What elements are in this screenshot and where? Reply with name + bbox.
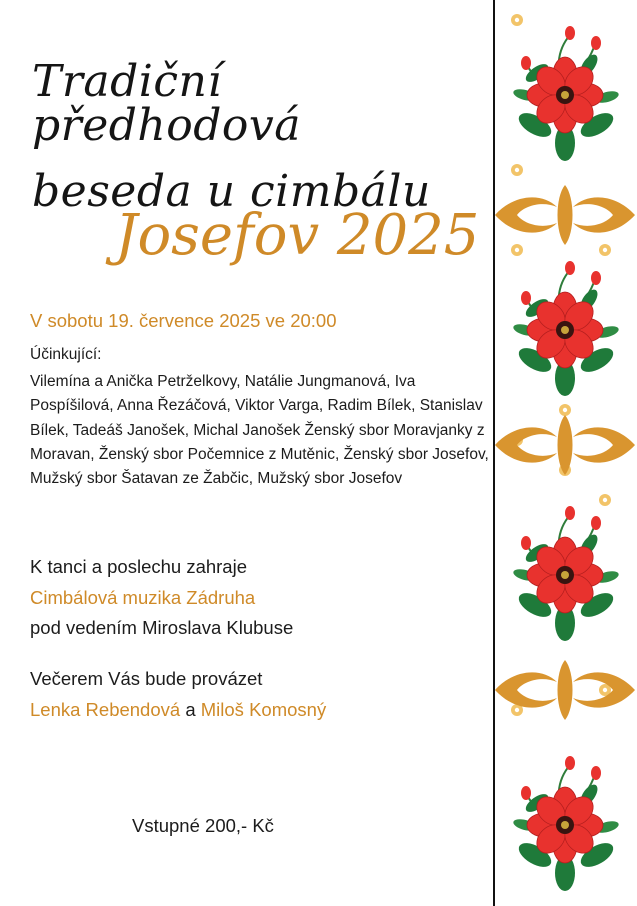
gold-scroll-icon <box>495 415 635 475</box>
gold-dot-icon <box>511 14 523 26</box>
band-name: Cimbálová muzika Zádruha <box>30 586 256 608</box>
music-section <box>30 552 293 644</box>
host-name-1: Lenka Rebendová <box>30 698 181 720</box>
host-section <box>30 664 326 725</box>
gold-dot-icon <box>599 244 611 256</box>
red-flower-icon <box>512 756 620 891</box>
gold-dot-icon <box>511 164 523 176</box>
performers-list: Vilemína a Anička Petrželkovy, Natálie Jungmanová, Iva Pospíšilová, Anna Řezáčová, Viktor Varga, Radim Bílek, Stanislav Bílek, Tadeáš Janošek, Michal Janošek Ženský sbor Moravjanky z Moravan, Ženský sbor Počemnice z Mutěnic, Ženský sbor Josefov, Mužský sbor Šatavan ze Žabčic, Mužský sbor Josefov <box>30 373 489 488</box>
host-conjunction: a <box>185 698 196 720</box>
ticket-price: Vstupné 200,- Kč <box>132 815 274 836</box>
gold-dot-icon <box>599 494 611 506</box>
red-flower-icon <box>512 26 620 161</box>
gold-dot-icon <box>559 404 571 416</box>
performers-label: Účinkující: <box>30 346 102 363</box>
music-intro: K tanci a poslechu zahraje <box>30 556 247 577</box>
band-leader: pod vedením Miroslava Klubuse <box>30 617 294 638</box>
host-names <box>30 695 326 726</box>
poster-subtitle: Josefov 2025 <box>115 203 480 268</box>
red-flower-icon <box>512 506 620 641</box>
host-intro: Večerem Vás bude provázet <box>30 668 263 689</box>
host-name-2: Miloš Komosný <box>200 698 327 720</box>
red-flower-icon <box>512 261 620 396</box>
gold-scroll-icon <box>495 185 635 245</box>
event-date: V sobotu 19. července 2025 ve 20:00 <box>30 310 337 331</box>
gold-dot-icon <box>511 244 523 256</box>
title-line-1: Tradiční předhodová <box>32 56 301 151</box>
folk-ornament-border <box>495 0 637 906</box>
poster-title <box>32 56 492 217</box>
title-line-2: beseda u cimbálu <box>32 166 431 217</box>
